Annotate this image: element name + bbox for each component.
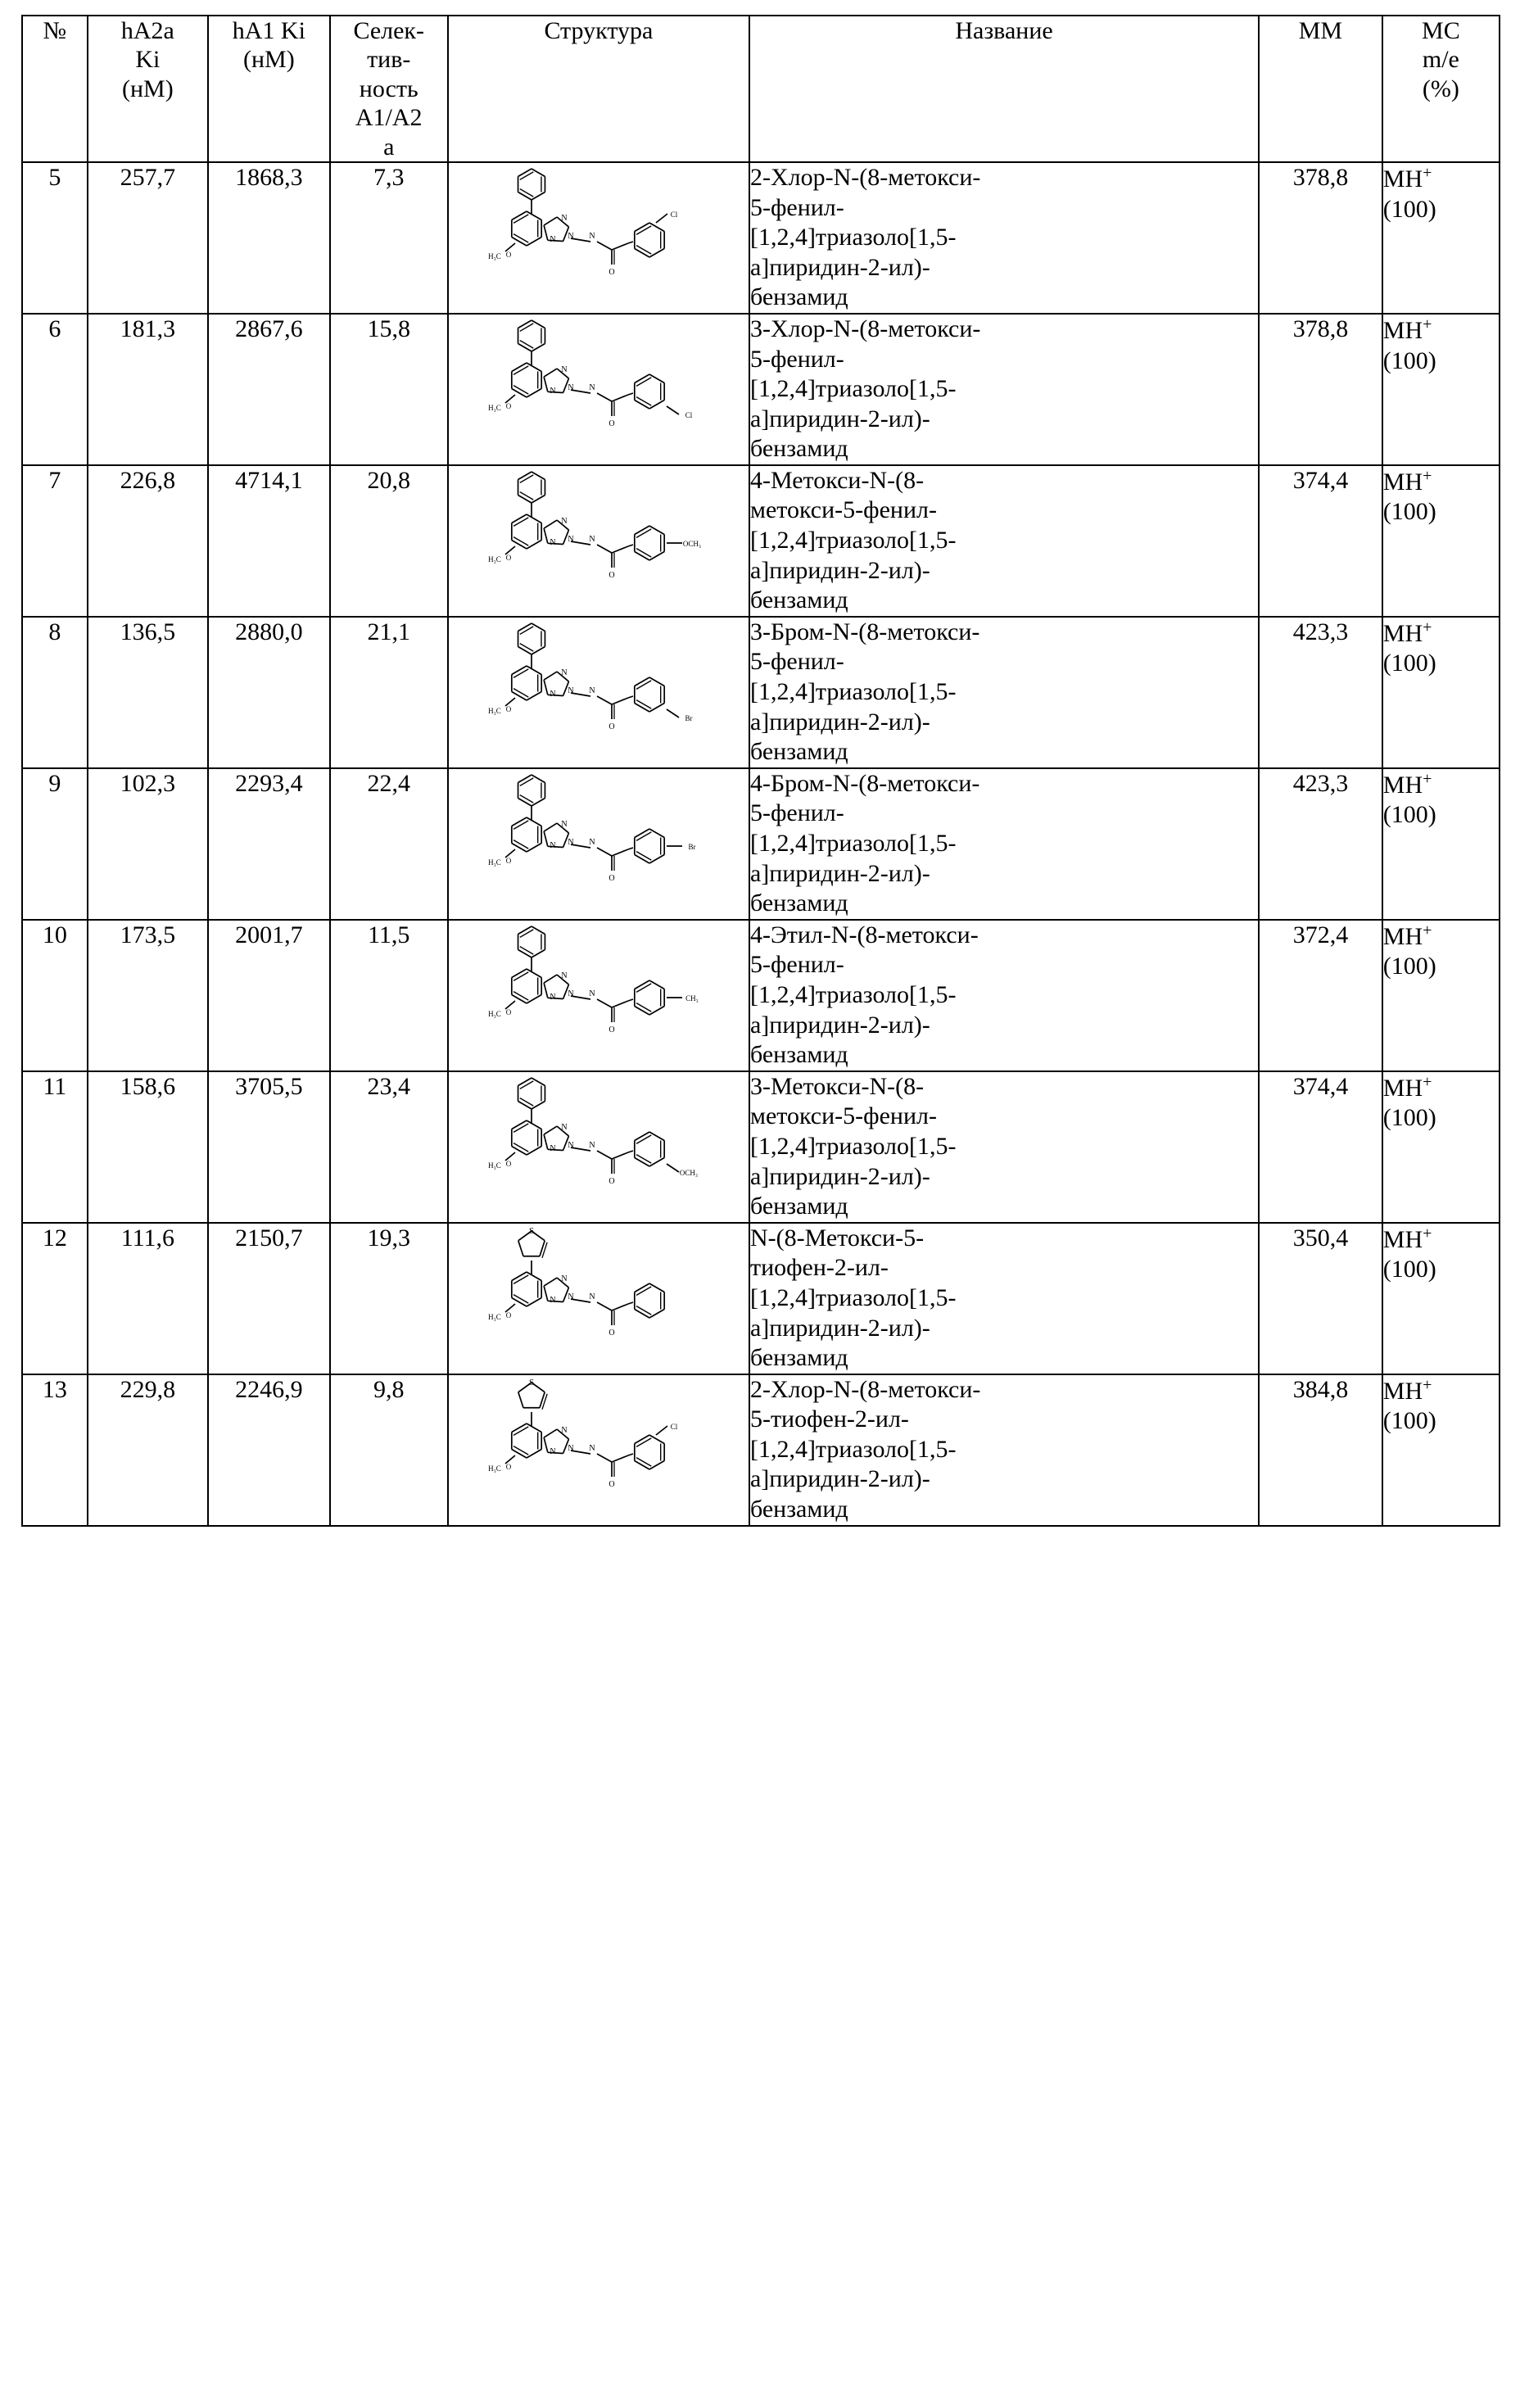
- svg-text:N: N: [589, 231, 595, 241]
- ms-ion-label: МН: [1382, 468, 1423, 496]
- cell-ha1-ki: 1868,3: [208, 162, 330, 314]
- col-header-no: №: [22, 16, 88, 162]
- table-row: [22, 1071, 1500, 1223]
- table-body: [22, 162, 1500, 1526]
- svg-text:Cl: Cl: [670, 210, 678, 219]
- cell-selectivity: 7,3: [330, 162, 448, 314]
- svg-text:N: N: [589, 382, 595, 392]
- ms-intensity: (100): [1382, 1104, 1436, 1132]
- svg-text:N: N: [568, 231, 574, 241]
- svg-text:H₃C: H₃C: [488, 858, 501, 867]
- cell-ha1-ki: 2867,6: [208, 314, 330, 465]
- cell-mass-spec: [1382, 768, 1500, 920]
- svg-text:O: O: [608, 1328, 615, 1338]
- cell-mass-spec: [1382, 1071, 1500, 1223]
- cell-ha1-ki: 2001,7: [208, 920, 330, 1071]
- cell-no: 7: [22, 465, 88, 617]
- svg-text:O: O: [608, 419, 615, 428]
- svg-text:N: N: [550, 1446, 556, 1456]
- cell-structure: [448, 1223, 749, 1374]
- cell-molecular-mass: 350,4: [1259, 1223, 1382, 1374]
- svg-text:O: O: [608, 873, 615, 883]
- cell-compound-name: 3-Бром-N-(8-метокси- 5-фенил- [1,2,4]триазоло[1,5- a]пиридин-2-ил)- бензамид: [749, 617, 1259, 768]
- ms-charge-superscript: +: [1423, 1224, 1432, 1242]
- svg-text:H₃C: H₃C: [488, 403, 501, 412]
- cell-no: 5: [22, 162, 88, 314]
- cell-compound-name: 2-Хлор-N-(8-метокси- 5-фенил- [1,2,4]триазоло[1,5- a]пиридин-2-ил)- бензамид: [749, 162, 1259, 314]
- table-row: [22, 1374, 1500, 1526]
- svg-text:H₃C: H₃C: [488, 1464, 501, 1473]
- cell-mass-spec: [1382, 1374, 1500, 1526]
- cell-ha1-ki: 2880,0: [208, 617, 330, 768]
- svg-text:N: N: [568, 1443, 574, 1453]
- ms-ion-label: МН: [1382, 771, 1423, 799]
- cell-compound-name: 4-Бром-N-(8-метокси- 5-фенил- [1,2,4]триазоло[1,5- a]пиридин-2-ил)- бензамид: [749, 768, 1259, 920]
- svg-text:O: O: [505, 553, 512, 562]
- svg-text:N: N: [568, 382, 574, 392]
- ms-ion-label: МН: [1382, 1377, 1423, 1405]
- cell-compound-name: 3-Метокси-N-(8- метокси-5-фенил- [1,2,4]триазоло[1,5- a]пиридин-2-ил)- бензамид: [749, 1071, 1259, 1223]
- table-row: [22, 314, 1500, 465]
- svg-text:N: N: [561, 1274, 568, 1283]
- cell-compound-name: 4-Метокси-N-(8- метокси-5-фенил- [1,2,4]триазоло[1,5- a]пиридин-2-ил)- бензамид: [749, 465, 1259, 617]
- svg-text:H₃C: H₃C: [488, 1161, 501, 1170]
- ms-ion-label: МН: [1382, 165, 1423, 192]
- svg-text:O: O: [505, 856, 512, 865]
- cell-ha1-ki: 2293,4: [208, 768, 330, 920]
- structure-diagram: [449, 466, 749, 589]
- svg-text:N: N: [568, 1140, 574, 1150]
- table-row: [22, 465, 1500, 617]
- svg-text:OCH₃: OCH₃: [679, 1168, 698, 1177]
- cell-molecular-mass: 374,4: [1259, 1071, 1382, 1223]
- cell-compound-name: 4-Этил-N-(8-метокси- 5-фенил- [1,2,4]триазоло[1,5- a]пиридин-2-ил)- бензамид: [749, 920, 1259, 1071]
- svg-text:N: N: [589, 686, 595, 695]
- ms-ion-label: МН: [1382, 619, 1423, 647]
- svg-text:H₃C: H₃C: [488, 251, 501, 260]
- svg-text:OCH₃: OCH₃: [682, 539, 701, 548]
- svg-text:N: N: [568, 837, 574, 847]
- cell-structure: [448, 314, 749, 465]
- ms-charge-superscript: +: [1423, 466, 1432, 485]
- cell-molecular-mass: 378,8: [1259, 314, 1382, 465]
- svg-text:N: N: [561, 819, 568, 829]
- header-row: [22, 16, 1500, 162]
- svg-text:O: O: [608, 267, 615, 277]
- structure-diagram: [449, 769, 749, 892]
- svg-text:Br: Br: [685, 713, 693, 722]
- cell-molecular-mass: 372,4: [1259, 920, 1382, 1071]
- ms-ion-label: МН: [1382, 1225, 1423, 1253]
- cell-ha2a-ki: 257,7: [88, 162, 208, 314]
- cell-molecular-mass: 378,8: [1259, 162, 1382, 314]
- cell-compound-name: 3-Хлор-N-(8-метокси- 5-фенил- [1,2,4]триазоло[1,5- a]пиридин-2-ил)- бензамид: [749, 314, 1259, 465]
- cell-ha2a-ki: 111,6: [88, 1223, 208, 1374]
- svg-text:N: N: [589, 534, 595, 544]
- svg-text:O: O: [608, 1479, 615, 1489]
- svg-text:N: N: [550, 537, 556, 547]
- cell-mass-spec: [1382, 314, 1500, 465]
- svg-text:N: N: [550, 234, 556, 244]
- svg-text:CH₃: CH₃: [685, 994, 699, 1003]
- table-row: [22, 1223, 1500, 1374]
- cell-ha2a-ki: 173,5: [88, 920, 208, 1071]
- col-header-name: Название: [749, 16, 1259, 162]
- table-row: [22, 768, 1500, 920]
- ms-charge-superscript: +: [1423, 921, 1432, 939]
- ms-intensity: (100): [1382, 498, 1436, 526]
- table-row: [22, 162, 1500, 314]
- svg-text:O: O: [505, 1462, 512, 1471]
- svg-text:N: N: [568, 686, 574, 695]
- col-header-structure: Структура: [448, 16, 749, 162]
- svg-text:N: N: [568, 534, 574, 544]
- svg-text:O: O: [505, 401, 512, 410]
- svg-text:Cl: Cl: [670, 1422, 678, 1431]
- svg-text:O: O: [505, 250, 512, 259]
- ms-charge-superscript: +: [1423, 618, 1432, 636]
- ms-charge-superscript: +: [1423, 315, 1432, 333]
- cell-mass-spec: [1382, 465, 1500, 617]
- svg-text:N: N: [550, 689, 556, 699]
- structure-diagram: [449, 1072, 749, 1195]
- cell-compound-name: N-(8-Метокси-5- тиофен-2-ил- [1,2,4]триазоло[1,5- a]пиридин-2-ил)- бензамид: [749, 1223, 1259, 1374]
- svg-text:N: N: [561, 1122, 568, 1132]
- cell-structure: [448, 1071, 749, 1223]
- cell-selectivity: 19,3: [330, 1223, 448, 1374]
- svg-text:N: N: [550, 1143, 556, 1153]
- ms-intensity: (100): [1382, 195, 1436, 223]
- cell-selectivity: 11,5: [330, 920, 448, 1071]
- cell-ha1-ki: 2150,7: [208, 1223, 330, 1374]
- ms-charge-superscript: +: [1423, 769, 1432, 788]
- cell-ha2a-ki: 158,6: [88, 1071, 208, 1223]
- structure-diagram: [449, 1224, 749, 1347]
- col-header-mm: ММ: [1259, 16, 1382, 162]
- cell-mass-spec: [1382, 920, 1500, 1071]
- cell-ha2a-ki: 229,8: [88, 1374, 208, 1526]
- svg-text:H₃C: H₃C: [488, 554, 501, 564]
- cell-no: 9: [22, 768, 88, 920]
- svg-text:N: N: [561, 971, 568, 980]
- svg-text:Cl: Cl: [685, 410, 693, 419]
- table-row: [22, 617, 1500, 768]
- svg-text:H₃C: H₃C: [488, 1009, 501, 1018]
- svg-text:N: N: [589, 1292, 595, 1301]
- svg-text:O: O: [505, 1007, 512, 1016]
- svg-text:N: N: [550, 386, 556, 396]
- cell-selectivity: 23,4: [330, 1071, 448, 1223]
- svg-text:N: N: [589, 989, 595, 998]
- ms-ion-label: МН: [1382, 922, 1423, 950]
- structure-diagram: [449, 618, 749, 740]
- svg-text:N: N: [550, 1295, 556, 1305]
- cell-structure: [448, 617, 749, 768]
- cell-molecular-mass: 423,3: [1259, 617, 1382, 768]
- cell-selectivity: 9,8: [330, 1374, 448, 1526]
- ms-intensity: (100): [1382, 801, 1436, 829]
- svg-text:N: N: [561, 364, 568, 374]
- cell-no: 13: [22, 1374, 88, 1526]
- structure-diagram: [449, 921, 749, 1043]
- ms-intensity: (100): [1382, 1256, 1436, 1283]
- ms-intensity: (100): [1382, 650, 1436, 677]
- cell-no: 8: [22, 617, 88, 768]
- cell-molecular-mass: 374,4: [1259, 465, 1382, 617]
- cell-ha2a-ki: 226,8: [88, 465, 208, 617]
- cell-structure: [448, 920, 749, 1071]
- cell-structure: [448, 768, 749, 920]
- cell-ha1-ki: 4714,1: [208, 465, 330, 617]
- table-header: [22, 16, 1500, 162]
- ms-charge-superscript: +: [1423, 163, 1432, 182]
- cell-no: 11: [22, 1071, 88, 1223]
- ms-ion-label: МН: [1382, 316, 1423, 344]
- svg-text:S: S: [528, 1377, 534, 1387]
- cell-selectivity: 20,8: [330, 465, 448, 617]
- svg-text:N: N: [568, 989, 574, 998]
- cell-mass-spec: [1382, 162, 1500, 314]
- cell-selectivity: 21,1: [330, 617, 448, 768]
- svg-text:O: O: [608, 722, 615, 731]
- cell-ha2a-ki: 102,3: [88, 768, 208, 920]
- cell-ha2a-ki: 136,5: [88, 617, 208, 768]
- cell-mass-spec: [1382, 1223, 1500, 1374]
- ms-intensity: (100): [1382, 346, 1436, 374]
- ms-charge-superscript: +: [1423, 1375, 1432, 1394]
- svg-text:N: N: [561, 668, 568, 677]
- ms-intensity: (100): [1382, 1407, 1436, 1435]
- svg-text:H₃C: H₃C: [488, 1312, 501, 1321]
- ms-intensity: (100): [1382, 953, 1436, 980]
- svg-text:O: O: [608, 570, 615, 580]
- svg-text:N: N: [550, 840, 556, 850]
- structure-diagram: [449, 163, 749, 286]
- svg-text:Br: Br: [688, 842, 696, 851]
- cell-compound-name: 2-Хлор-N-(8-метокси- 5-тиофен-2-ил- [1,2,4]триазоло[1,5- a]пиридин-2-ил)- бензамид: [749, 1374, 1259, 1526]
- svg-text:O: O: [505, 1159, 512, 1168]
- cell-selectivity: 22,4: [330, 768, 448, 920]
- cell-ha1-ki: 2246,9: [208, 1374, 330, 1526]
- svg-text:H₃C: H₃C: [488, 706, 501, 715]
- ms-ion-label: МН: [1382, 1074, 1423, 1102]
- cell-ha1-ki: 3705,5: [208, 1071, 330, 1223]
- svg-text:N: N: [561, 1425, 568, 1435]
- cell-ha2a-ki: 181,3: [88, 314, 208, 465]
- structure-diagram: [449, 1375, 749, 1498]
- table-row: [22, 920, 1500, 1071]
- svg-text:N: N: [589, 1140, 595, 1150]
- svg-text:O: O: [608, 1176, 615, 1186]
- svg-text:O: O: [505, 1310, 512, 1319]
- svg-text:N: N: [550, 992, 556, 1002]
- col-header-ha1-ki: hA1 Ki (нМ): [208, 16, 330, 162]
- cell-no: 12: [22, 1223, 88, 1374]
- ms-charge-superscript: +: [1423, 1072, 1432, 1091]
- svg-text:N: N: [589, 1443, 595, 1453]
- svg-text:O: O: [608, 1025, 615, 1034]
- cell-molecular-mass: 423,3: [1259, 768, 1382, 920]
- col-header-selectivity: Селек- тив- ность A1/A2 a: [330, 16, 448, 162]
- svg-text:O: O: [505, 704, 512, 713]
- svg-text:N: N: [561, 516, 568, 526]
- structure-diagram: [449, 315, 749, 437]
- svg-text:N: N: [561, 213, 568, 223]
- cell-no: 10: [22, 920, 88, 1071]
- cell-structure: [448, 162, 749, 314]
- cell-structure: [448, 465, 749, 617]
- svg-text:N: N: [568, 1292, 574, 1301]
- cell-no: 6: [22, 314, 88, 465]
- col-header-ha2a-ki: hA2a Ki (нМ): [88, 16, 208, 162]
- cell-molecular-mass: 384,8: [1259, 1374, 1382, 1526]
- svg-text:N: N: [589, 837, 595, 847]
- compound-data-table: [21, 15, 1500, 1527]
- col-header-ms: МС m/e (%): [1382, 16, 1500, 162]
- cell-mass-spec: [1382, 617, 1500, 768]
- svg-text:S: S: [528, 1225, 534, 1236]
- cell-structure: [448, 1374, 749, 1526]
- cell-selectivity: 15,8: [330, 314, 448, 465]
